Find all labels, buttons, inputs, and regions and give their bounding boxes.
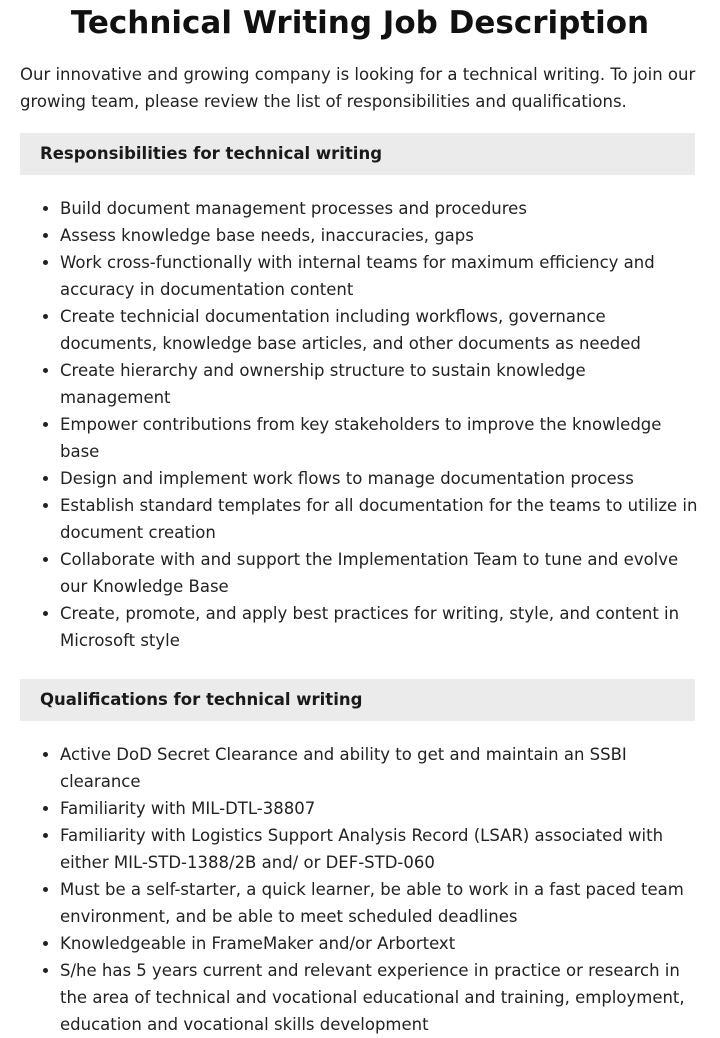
intro-paragraph: Our innovative and growing company is looking for a technical writing. To join our growing team, please review the list of responsibilities and qualifications. <box>20 65 696 111</box>
responsibility-item: • Create technicial documentation including workflows, governance documents, knowledge base articles, and other documents as needed <box>60 303 700 357</box>
qualification-item: • Knowledgeable in FrameMaker and/or Arbortext <box>60 930 700 957</box>
responsibility-item: • Build document management processes and procedures <box>60 195 700 222</box>
responsibility-item: • Empower contributions from key stakeholders to improve the knowledge base <box>60 411 700 465</box>
qualification-item: • Active DoD Secret Clearance and ability to get and maintain an SSBI clearance <box>60 741 700 795</box>
responsibility-item: • Work cross-functionally with internal teams for maximum efficiency and accuracy in documentation content <box>60 249 700 303</box>
page-title: Technical Writing Job Description <box>70 5 650 41</box>
qualification-item: • Must be a self-starter, a quick learner, be able to work in a fast paced team environment, and be able to meet scheduled deadlines <box>60 876 700 930</box>
qualifications-heading: Qualifications for technical writing <box>20 679 695 721</box>
responsibility-item: • Assess knowledge base needs, inaccuracies, gaps <box>60 222 700 249</box>
qualification-item: • Familiarity with Logistics Support Analysis Record (LSAR) associated with either MIL-STD-1388/2B and/ or DEF-STD-060 <box>60 822 700 876</box>
responsibilities-heading: Responsibilities for technical writing <box>20 133 695 175</box>
responsibility-item: • Establish standard templates for all documentation for the teams to utilize in document creation <box>60 492 700 546</box>
responsibility-item: • Design and implement work flows to manage documentation process <box>60 465 700 492</box>
qualifications-list <box>40 741 700 1038</box>
responsibility-item: • Create hierarchy and ownership structure to sustain knowledge management <box>60 357 700 411</box>
qualification-item: • S/he has 5 years current and relevant experience in practice or research in the area of technical and vocational educational and training, employment, education and vocational skills development <box>60 957 700 1038</box>
responsibilities-list <box>40 195 700 654</box>
responsibility-item: • Create, promote, and apply best practices for writing, style, and content in Microsoft style <box>60 600 700 654</box>
qualification-item: • Familiarity with MIL-DTL-38807 <box>60 795 700 822</box>
responsibility-item: • Collaborate with and support the Implementation Team to tune and evolve our Knowledge Base <box>60 546 700 600</box>
